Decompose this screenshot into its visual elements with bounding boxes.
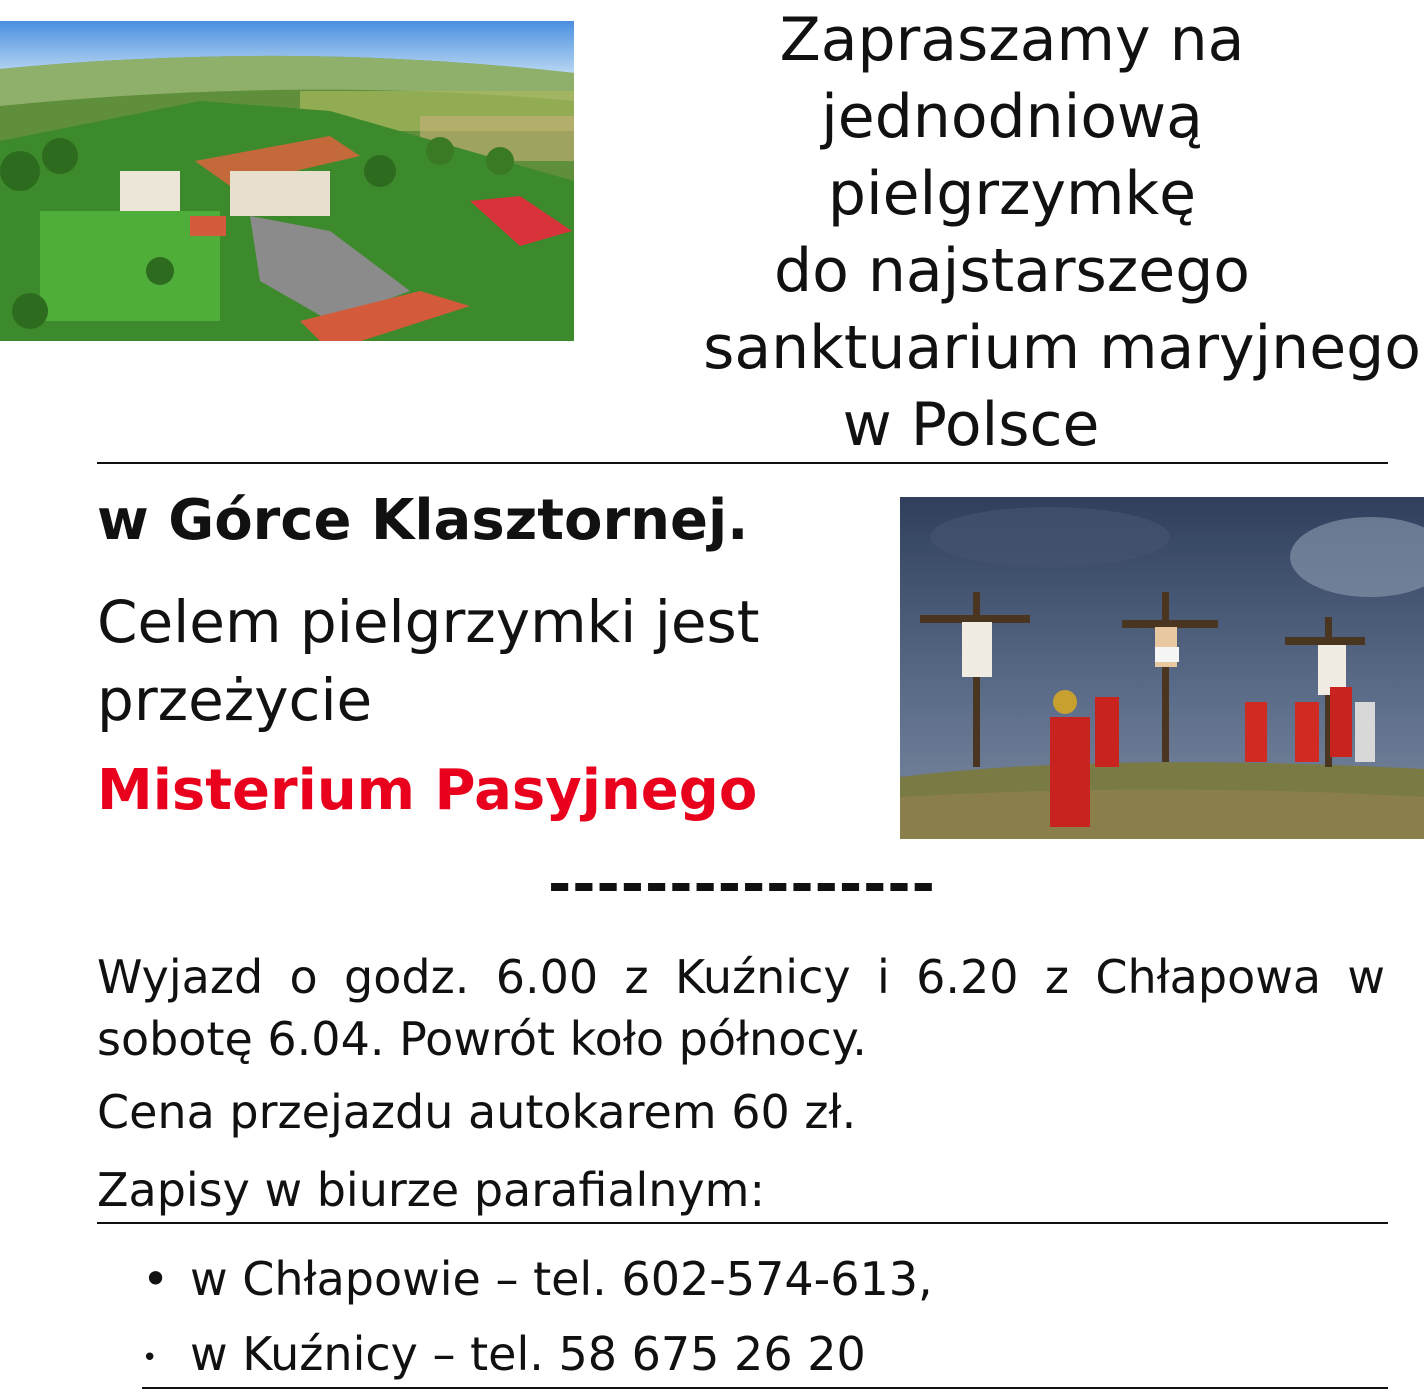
destination-title: w Górce Klasztornej. xyxy=(97,488,749,553)
invitation-line: w Polsce xyxy=(842,390,1100,460)
price-info: Cena przejazdu autokarem 60 zł. xyxy=(97,1085,857,1139)
sanctuary-aerial-photo xyxy=(0,21,574,341)
invitation-line: jednodniową xyxy=(821,82,1203,152)
contact-text: w Kuźnicy – tel. 58 675 26 20 xyxy=(190,1327,866,1381)
separator-dashes: ---------------- xyxy=(548,852,936,917)
pilgrimage-goal-text: Celem pielgrzymki jest przeżycie xyxy=(97,588,760,734)
invitation-line: do najstarszego xyxy=(773,236,1250,306)
contact-list-item xyxy=(142,1252,933,1306)
signup-divider xyxy=(97,1222,1388,1224)
mystery-title: Misterium Pasyjnego xyxy=(97,758,758,823)
invitation-line: Zapraszamy na xyxy=(779,5,1245,75)
passion-play-photo xyxy=(900,497,1424,839)
departure-info: Wyjazd o godz. 6.00 z Kuźnicy i 6.20 z Chłapowa w sobotę 6.04. Powrót koło północy. xyxy=(97,950,1385,1066)
bottom-divider xyxy=(142,1387,1388,1389)
signup-heading: Zapisy w biurze parafialnym: xyxy=(97,1163,765,1217)
invitation-line: sanktuarium maryjnego xyxy=(703,313,1421,383)
contact-list-item xyxy=(142,1327,866,1381)
bullet-icon: • xyxy=(142,1342,158,1373)
top-divider xyxy=(97,462,1388,464)
invitation-heading xyxy=(600,2,1424,464)
contact-text: w Chłapowie – tel. 602-574-613, xyxy=(190,1252,933,1306)
invitation-line: pielgrzymkę xyxy=(827,159,1197,229)
bullet-icon: • xyxy=(142,1252,170,1306)
